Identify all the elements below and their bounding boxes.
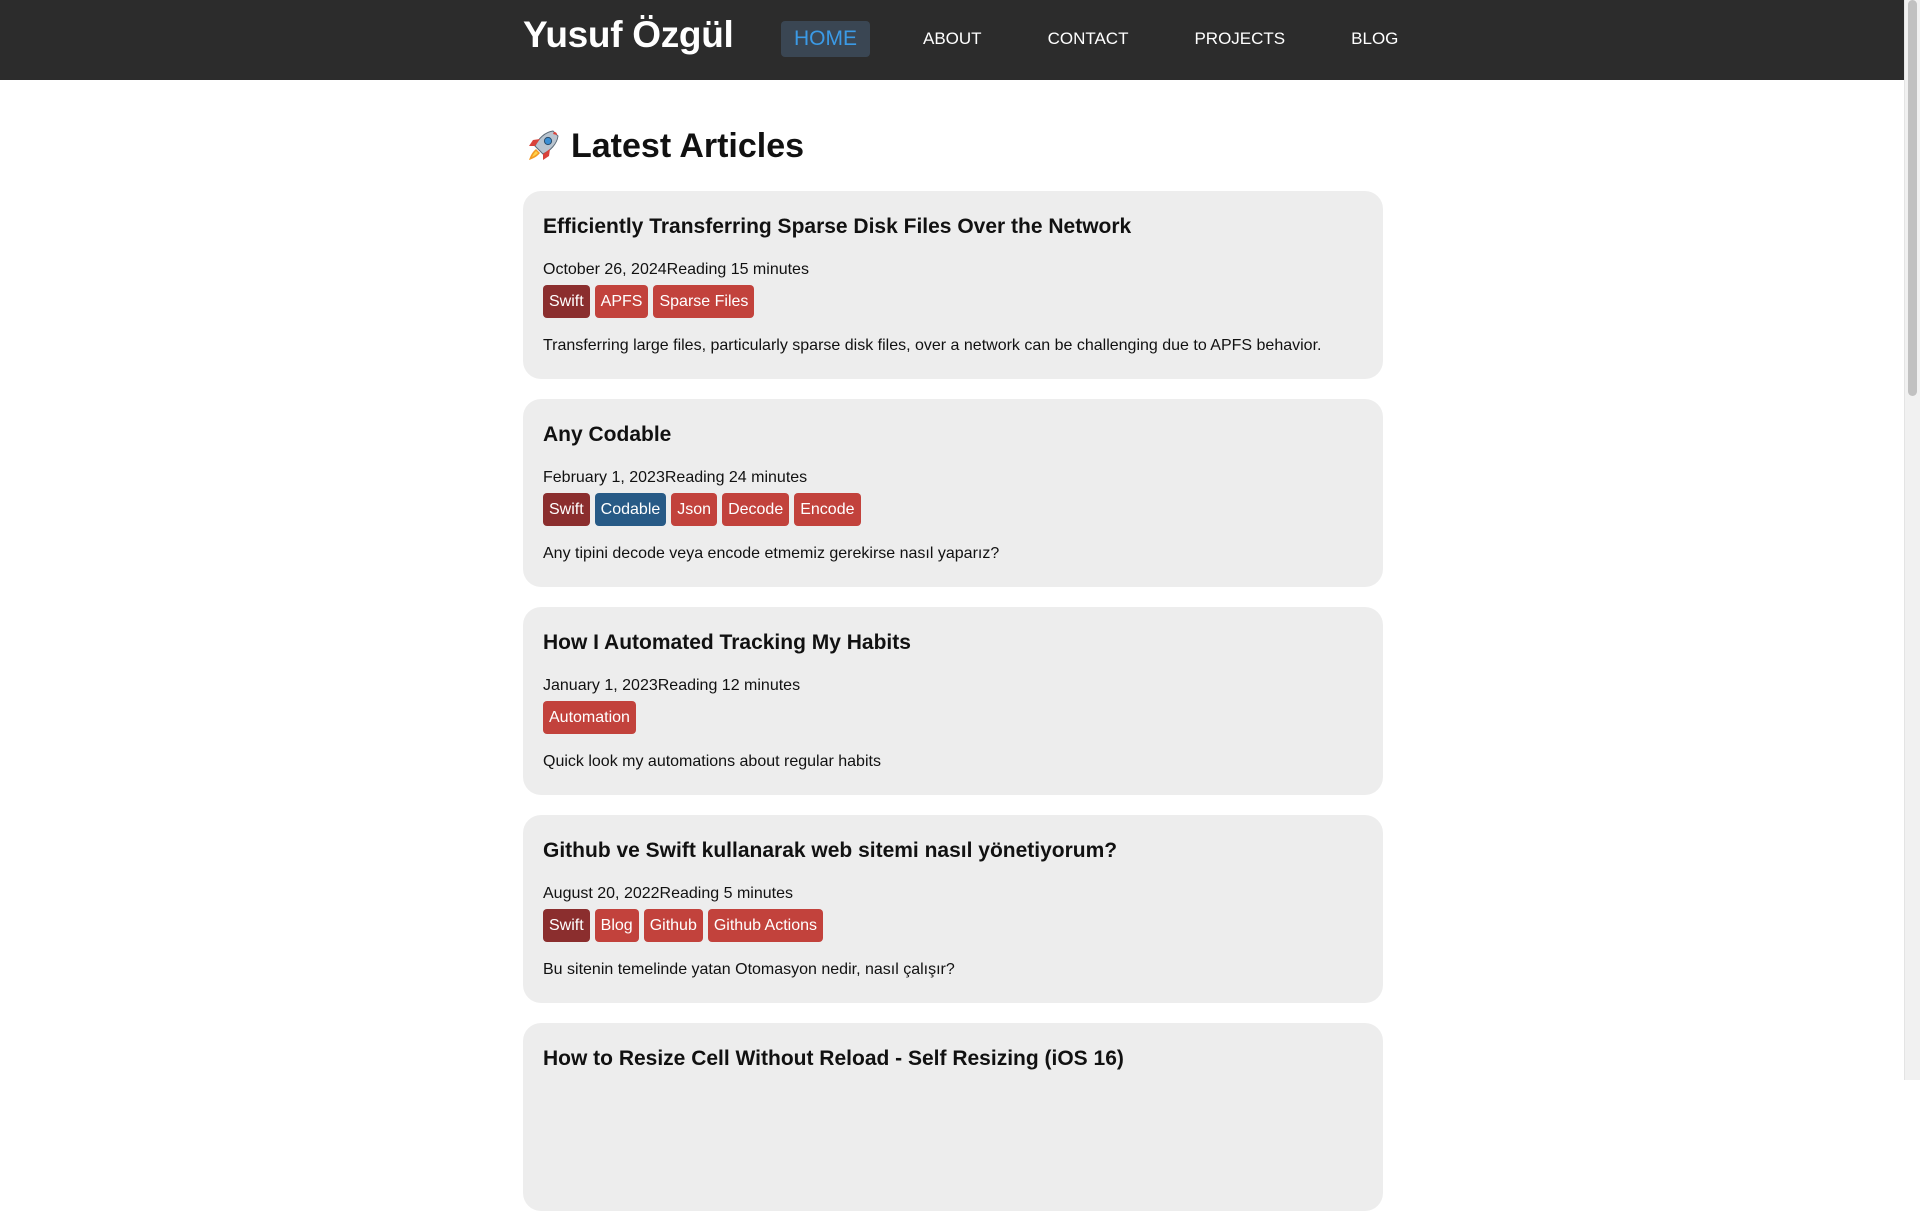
top-navigation-bar bbox=[0, 0, 1904, 80]
article-title[interactable]: Github ve Swift kullanarak web sitemi nasıl yönetiyorum? bbox=[543, 839, 1118, 862]
article-card[interactable] bbox=[523, 399, 1383, 587]
tag-apfs[interactable]: APFS bbox=[595, 285, 649, 318]
tag-swift[interactable]: Swift bbox=[543, 285, 590, 318]
article-description: Bu sitenin temelinde yatan Otomasyon nedir, nasıl çalışır? bbox=[543, 961, 955, 978]
article-title[interactable]: How I Automated Tracking My Habits bbox=[543, 631, 911, 654]
article-title[interactable]: Any Codable bbox=[543, 423, 672, 446]
scrollbar-thumb[interactable] bbox=[1908, 0, 1917, 396]
article-title[interactable]: How to Resize Cell Without Reload - Self Resizing (iOS 16) bbox=[543, 1047, 1124, 1070]
section-heading-text: Latest Articles bbox=[571, 126, 805, 165]
article-tags bbox=[543, 285, 759, 318]
article-date: January 1, 2023 bbox=[543, 677, 658, 694]
tag-encode[interactable]: Encode bbox=[794, 493, 860, 526]
article-card[interactable] bbox=[523, 1023, 1383, 1211]
tag-automation[interactable]: Automation bbox=[543, 701, 636, 734]
article-reading-time: Reading 5 minutes bbox=[659, 885, 793, 902]
tag-github-actions[interactable]: Github Actions bbox=[708, 909, 823, 942]
article-date: October 26, 2024 bbox=[543, 261, 667, 278]
article-list bbox=[523, 191, 1383, 1231]
article-tags bbox=[543, 909, 828, 942]
nav-item-projects[interactable]: PROJECTS bbox=[1194, 29, 1286, 48]
article-date: February 1, 2023 bbox=[543, 469, 665, 486]
article-card[interactable] bbox=[523, 815, 1383, 1003]
article-reading-time: Reading 15 minutes bbox=[666, 261, 809, 278]
tag-swift[interactable]: Swift bbox=[543, 493, 590, 526]
article-date: August 20, 2022 bbox=[543, 885, 660, 902]
page-scrollbar[interactable] bbox=[1904, 0, 1920, 1080]
article-description: Quick look my automations about regular habits bbox=[543, 753, 881, 770]
section-heading bbox=[523, 124, 804, 168]
article-tags bbox=[543, 701, 641, 734]
nav-item-blog[interactable]: BLOG bbox=[1351, 29, 1399, 48]
nav-item-about[interactable]: ABOUT bbox=[923, 29, 982, 48]
tag-json[interactable]: Json bbox=[671, 493, 717, 526]
article-card[interactable] bbox=[523, 607, 1383, 795]
nav-item-contact[interactable]: CONTACT bbox=[1047, 29, 1129, 48]
tag-decode[interactable]: Decode bbox=[722, 493, 789, 526]
site-title[interactable]: Yusuf Özgül bbox=[523, 14, 734, 55]
article-tags bbox=[543, 493, 866, 526]
article-description: Any tipini decode veya encode etmemiz gerekirse nasıl yaparız? bbox=[543, 545, 1000, 562]
article-meta bbox=[543, 469, 807, 487]
tag-github[interactable]: Github bbox=[644, 909, 703, 942]
nav-item-home[interactable]: HOME bbox=[781, 21, 870, 57]
main-nav bbox=[781, 21, 1411, 57]
article-reading-time: Reading 12 minutes bbox=[657, 677, 801, 694]
article-title[interactable]: Efficiently Transferring Sparse Disk Files Over the Network bbox=[543, 215, 1132, 238]
tag-sparse-files[interactable]: Sparse Files bbox=[653, 285, 754, 318]
top-navigation-inner bbox=[523, 0, 1399, 80]
article-reading-time: Reading 24 minutes bbox=[664, 469, 808, 486]
rocket-icon bbox=[523, 126, 563, 166]
tag-swift[interactable]: Swift bbox=[543, 909, 590, 942]
tag-codable[interactable]: Codable bbox=[595, 493, 667, 526]
article-meta bbox=[543, 677, 800, 695]
article-card[interactable] bbox=[523, 191, 1383, 379]
article-description: Transferring large files, particularly sparse disk files, over a network can be challenging due to APFS behavior. bbox=[543, 337, 1322, 354]
tag-blog[interactable]: Blog bbox=[595, 909, 639, 942]
article-meta bbox=[543, 885, 793, 903]
article-meta bbox=[543, 261, 809, 279]
